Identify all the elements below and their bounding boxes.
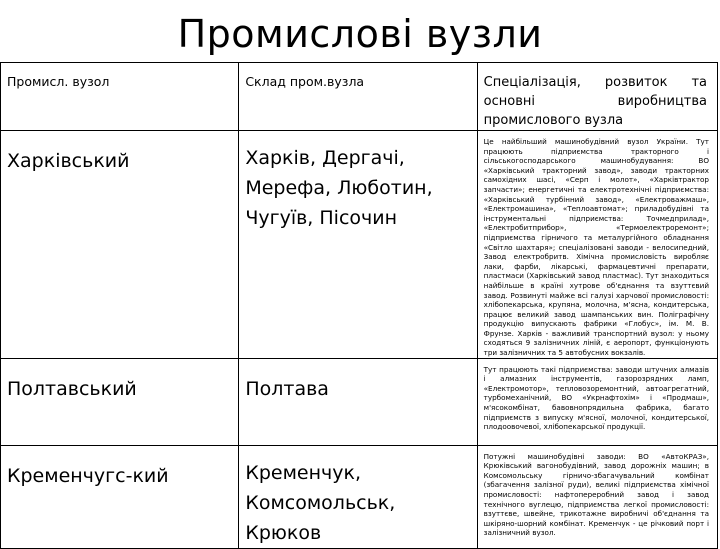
specialization-text: Тут працюють такі підприємства: заводи штучних алмазів і алмазних інструментів, газорозрядних ламп, «Електромотор», тепловозоремонтний, автоагрегатний, турбомеханічний, ВО «Укрнафтохім» і «Продмаш», м'ясокомбінат, бавовнопрядильна фабрика, багато підприємств з випуску м'ясної, молочної, кондитерської, плодоовочевої, хлібопекарської продукції.	[483, 364, 709, 432]
specialization-cell	[477, 358, 717, 445]
table-header-row	[1, 63, 718, 131]
table-row	[1, 445, 718, 548]
composition-text: Полтава	[245, 377, 329, 400]
specialization-cell	[477, 445, 717, 548]
header-cell-node	[1, 63, 239, 131]
table-row	[1, 131, 718, 359]
node-cell	[1, 131, 239, 359]
node-name: Кременчугс-кий	[7, 464, 169, 487]
header-cell-composition	[239, 63, 477, 131]
specialization-cell	[477, 131, 717, 359]
header-specialization-label: Спеціалізація, розвиток та основні виробництва промислового вузла	[483, 75, 707, 128]
specialization-text: Це найбільший машинобудівний вузол України. Тут працюють підприємства тракторного і сільськогосподарського машинобудування: ВО «Харківський тракторний завод», заводи тракторних самохідних шасі, «Серп і молот», «Харківтрактор запчасти»; енергетичні та електротехнічні підприємства: «Харківський турбінний завод», «Електроважмаш», «Електромашина», «Теплоавтомат»; приладобудівні та інструментальні підприємства: Точмедприлад», «Електробитприбор», «Термоелектроремонт»; підприємства гірничого та металургійного обладнання «Світло шахтаря»; спеціалізовані заводи - велосипедний, Завод електробритв. Хімічна промисловість виробляє лаки, фарби, лікарські, фармацевтичні препарати, пластмаси (Харківський завод пластмас). Тут знаходиться найбільше в країні хутрове об'єднання та взуттєвий завод. Розвинуті майже всі галузі харчової промисловості: хлібопекарська, крупяна, молочна, м'ясна, кондитерська, працює великий завод шампанських вин. Поліграфічну продукцію випускають фабрики «Глобус», ім. М. В. Фрунзе. Харків - важливий транспортний вузол: у ньому сходяться 9 залізничних ліній, є аеропорт, функціонують три залізничних та 5 автобусних вокзалів.	[483, 137, 709, 358]
composition-text: Кременчук, Комсомольськ, Крюков	[245, 461, 396, 544]
composition-cell	[239, 445, 477, 548]
node-cell	[1, 358, 239, 445]
specialization-text: Потужні машинобудівні заводи: ВО «АвтоКРАЗ», Крюківський вагонобудівний, завод дорожніх машин; в Комсомольську гірничо-збагачувальний комбінат (збагачення залізної руди), великі підприємства хімічної промисловості: нафтопереробний завод і завод технічного вуглецю, підприємства легкої промисловості: взуттєве, швейне, трикотажне виробничі об'єднання та шкіряно-шорний комбінат. Кременчук - це річковий порт і залізничний вузол.	[483, 451, 709, 538]
composition-cell	[239, 131, 477, 359]
composition-cell	[239, 358, 477, 445]
node-cell	[1, 445, 239, 548]
table-row	[1, 358, 718, 445]
header-cell-specialization	[477, 63, 717, 131]
header-composition-label: Склад пром.вузла	[245, 74, 365, 89]
header-node-label: Промисл. вузол	[7, 74, 110, 89]
industrial-nodes-table	[0, 62, 718, 549]
node-name: Полтавський	[7, 377, 137, 400]
composition-text: Харків, Дергачі, Мерефа, Люботин, Чугуїв, Пісочин	[245, 147, 433, 229]
slide-title: Промислові вузли	[177, 12, 543, 56]
node-name: Харківський	[7, 150, 130, 172]
